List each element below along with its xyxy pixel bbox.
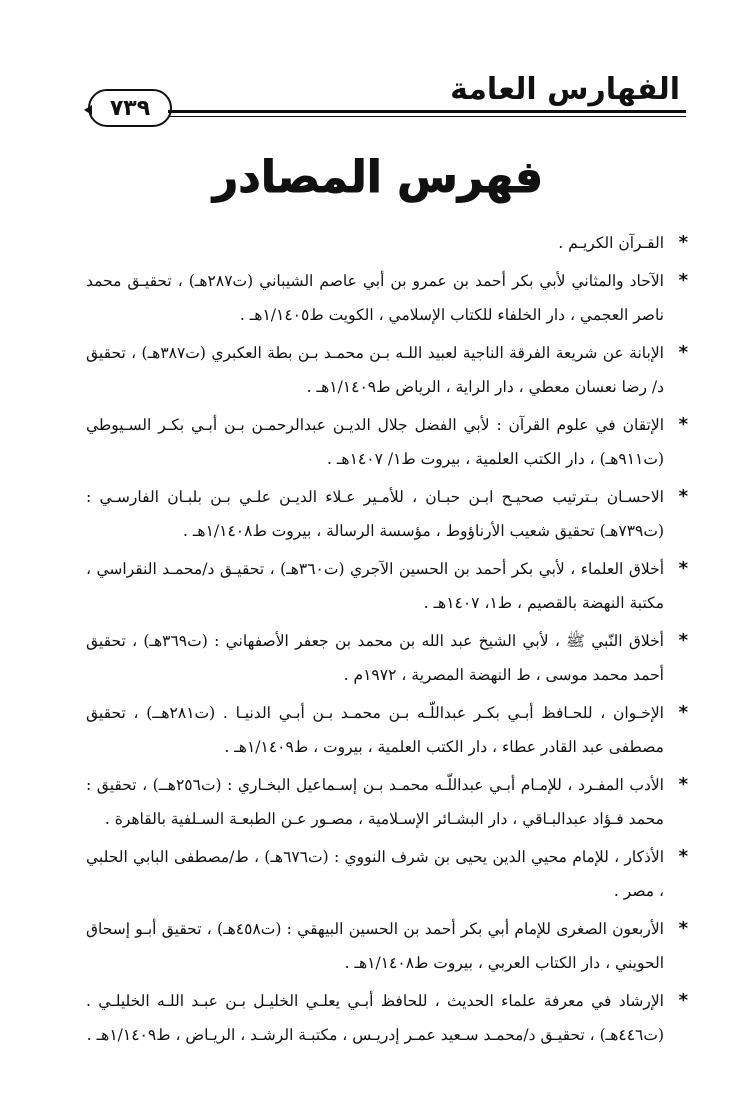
page-number: ٧٣٩ bbox=[109, 95, 151, 121]
bullet-star-icon: * bbox=[678, 918, 688, 939]
entry-text: الإتقان في علوم القرآن : لأبي الفضل جلال الديـن عبدالرحمـن بـن أبـي بكـر السـيوطي (ت٩١١هـ) ، دار الكتب العلمية ، بيروت ط١/ ١٤٠٧هـ . bbox=[86, 416, 664, 468]
list-item bbox=[86, 336, 688, 404]
bullet-star-icon: * bbox=[678, 990, 688, 1011]
entry-text: أخلاق النّبي ﷺ ، لأبي الشيخ عبد الله بن محمد بن جعفر الأصفهاني : (ت٣٦٩هـ) ، تحقيق أحمد محمد موسى ، ط النهضة المصرية ، ١٩٧٢م . bbox=[86, 632, 664, 684]
bullet-star-icon: * bbox=[678, 270, 688, 291]
entry-text: القـرآن الكريـم . bbox=[558, 234, 664, 252]
running-header bbox=[88, 66, 686, 126]
bullet-star-icon: * bbox=[678, 774, 688, 795]
list-item bbox=[86, 912, 688, 980]
list-item bbox=[86, 768, 688, 836]
entry-text: الإخـوان ، للحـافظ أبـي بكـر عبداللّـه بـن محمـد بـن أبـي الدنيـا . (ت٢٨١هــ) ، تحقيق مصطفى عبد القادر عطاء ، دار الكتب العلمية ، بيروت ، ط١/١٤٠٩هـ . bbox=[86, 704, 664, 756]
list-item bbox=[86, 840, 688, 908]
entry-text: الأربعون الصغرى للإمام أبي بكر أحمد بن الحسين البيهقي : (ت٤٥٨هـ) ، تحقيق أبـو إسحاق الحويني ، دار الكتاب العربي ، بيروت ط١/١٤٠٨هـ . bbox=[86, 920, 664, 972]
bullet-star-icon: * bbox=[678, 558, 688, 579]
entry-text: الإرشاد في معرفة علماء الحديث ، للحافظ أبـي يعلـي الخليـل بـن عبـد اللـه الخليلـي . (ت٤٤٦هـ) ، تحقيـق د/محمـد سـعيد عمـر إدريـس ، مكتبـة الرشـد ، الريـاض ، ط١/١٤٠٩هـ . bbox=[86, 992, 664, 1044]
list-item bbox=[86, 408, 688, 476]
header-rule-thin bbox=[168, 116, 686, 117]
list-item bbox=[86, 552, 688, 620]
sources-list bbox=[86, 226, 688, 1056]
entry-text: الآحاد والمثاني لأبي بكر أحمد بن عمرو بن أبي عاصم الشيباني (ت٢٨٧هـ) ، تحقيـق محمد ناصر العجمي ، دار الخلفاء للكتاب الإسلامي ، الكويت ط١/١٤٠٥هـ . bbox=[86, 272, 664, 324]
entry-text: الإبانة عن شريعة الفرقة الناجية لعبيد اللـه بـن محمـد بـن بطة العكبري (ت٣٨٧هـ) ، تحقيق د/ رضا نعسان معطي ، دار الراية ، الرياض ط١/١٤٠٩هـ . bbox=[86, 344, 664, 396]
list-item bbox=[86, 480, 688, 548]
header-rule-thick bbox=[168, 110, 686, 113]
list-item bbox=[86, 624, 688, 692]
entry-text: أخلاق العلماء ، لأبي بكر أحمد بن الحسين الآجري (ت٣٦٠هـ) ، تحقيـق د/محمـد النقراسي ، مكتبة النهضة بالقصيم ، ط١، ١٤٠٧هـ . bbox=[86, 560, 665, 612]
list-item bbox=[86, 226, 688, 260]
page-number-badge bbox=[88, 89, 172, 127]
list-item bbox=[86, 264, 688, 332]
bullet-star-icon: * bbox=[678, 414, 688, 435]
running-title: الفهارس العامة bbox=[450, 72, 680, 107]
page-title: فهرس المصادر bbox=[212, 152, 544, 203]
bullet-star-icon: * bbox=[678, 486, 688, 507]
entry-text: الاحسـان بـترتيب صحيـح ابـن حبـان ، للأمـير عـلاء الديـن علـي بـن بلبـان الفارسـي : (ت٧٣٩هـ) تحقيق شعيب الأرناؤوط ، مؤسسة الرسالة ، بيروت ط١/١٤٠٨هـ . bbox=[86, 488, 664, 540]
entry-text: الأدب المفـرد ، للإمـام أبـي عبداللّـه محمـد بـن إسـماعيل البخـاري : (ت٢٥٦هــ) ، تحقيق : محمد فـؤاد عبدالبـاقي ، دار البشـائر الإسـلامية ، مصـور عـن الطبعـة السـلفية بالقاهرة . bbox=[86, 776, 664, 828]
list-item bbox=[86, 696, 688, 764]
bullet-star-icon: * bbox=[678, 630, 688, 651]
bullet-star-icon: * bbox=[678, 232, 688, 253]
list-item bbox=[86, 984, 688, 1052]
bullet-star-icon: * bbox=[678, 342, 688, 363]
entry-text: الأذكار ، للإمام محيي الدين يحيى بن شرف النووي : (ت٦٧٦هـ) ، ط/مصطفى البابي الحلبي ، مصر . bbox=[86, 848, 664, 900]
bullet-star-icon: * bbox=[678, 846, 688, 867]
bullet-star-icon: * bbox=[678, 702, 688, 723]
